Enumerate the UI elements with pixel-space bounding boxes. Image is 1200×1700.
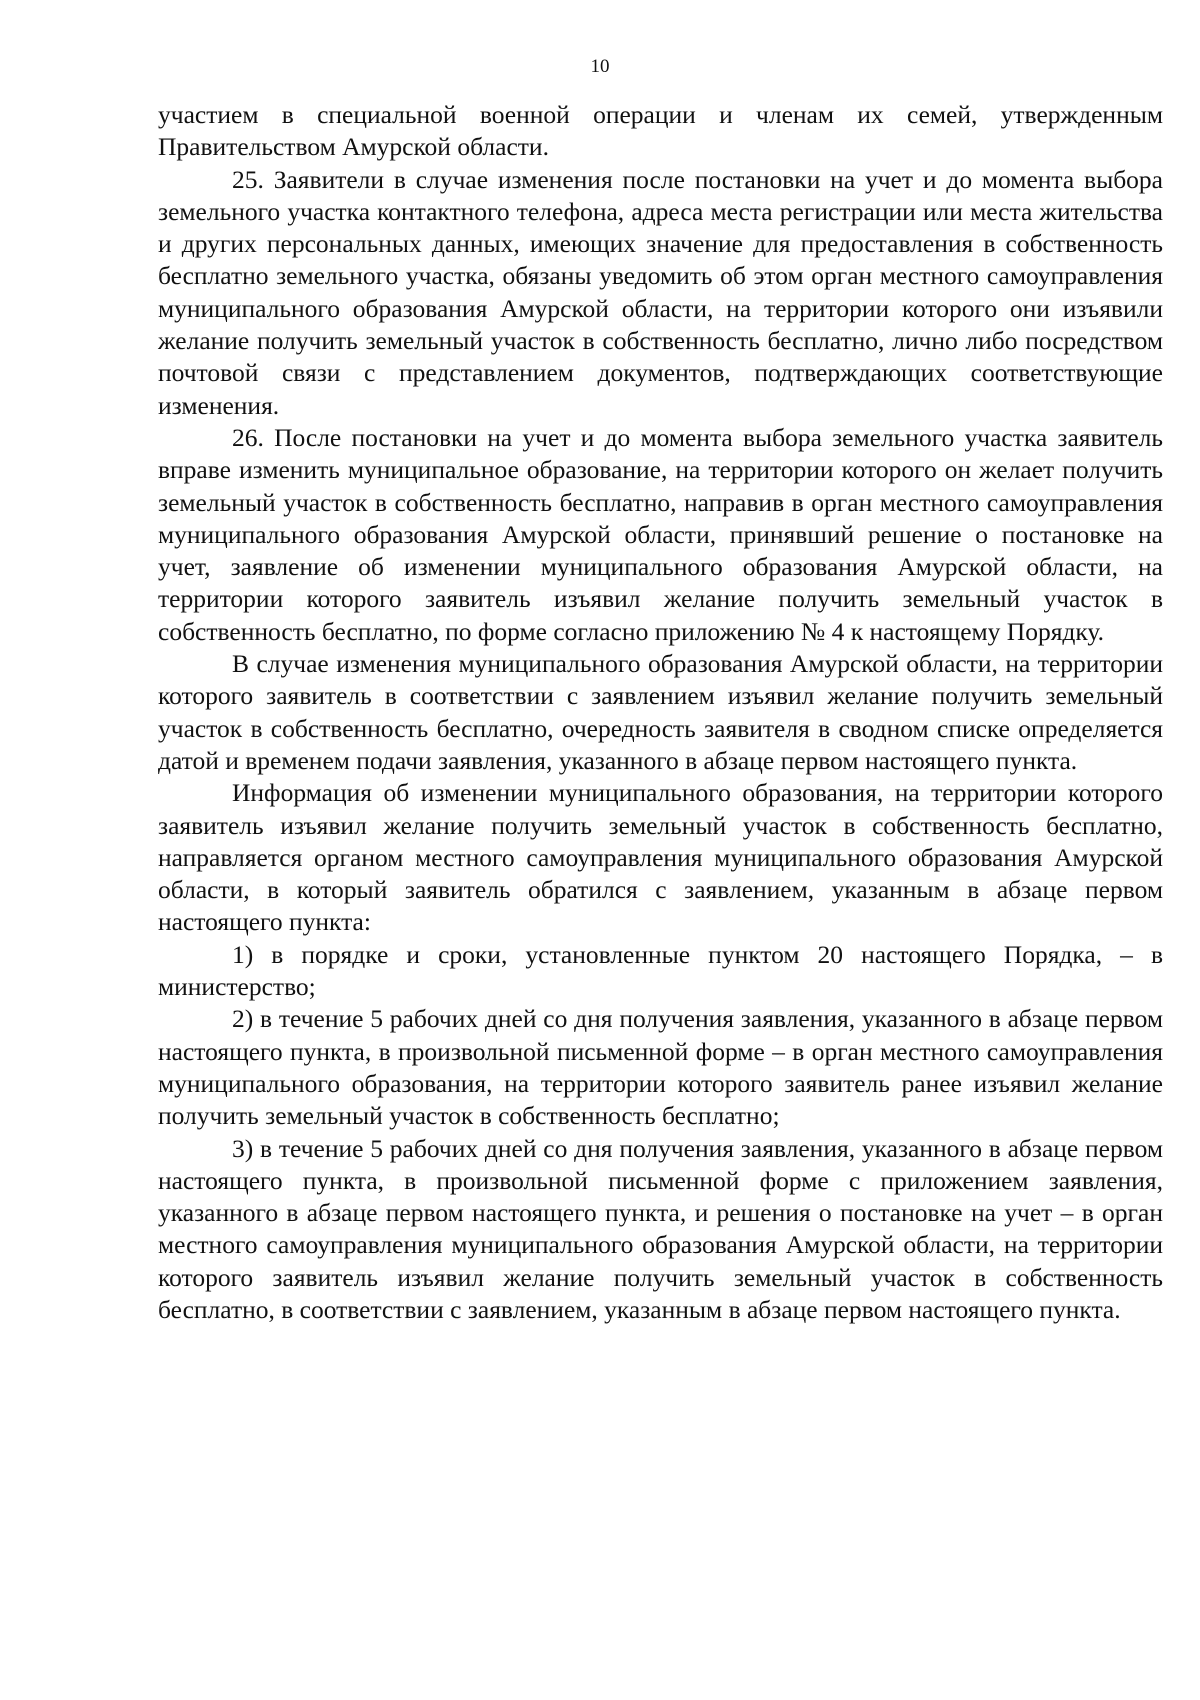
document-body bbox=[158, 99, 1163, 1326]
list-item-1: 1) в порядке и сроки, установленные пунктом 20 настоящего Порядка, – в министерство; bbox=[158, 939, 1163, 1002]
list-item-3: 3) в течение 5 рабочих дней со дня получения заявления, указанного в абзаце первом настоящего пункта, в произвольной письменной форме с приложением заявления, указанного в абзаце первом настоящего пункта, и решения о постановке на учет – в орган местного самоуправления муниципального образования Амурской области, на территории которого заявитель изъявил желание получить земельный участок в собственность бесплатно, в соответствии с заявлением, указанным в абзаце первом настоящего пункта. bbox=[158, 1133, 1163, 1324]
list-item-2: 2) в течение 5 рабочих дней со дня получения заявления, указанного в абзаце первом настоящего пункта, в произвольной письменной форме – в орган местного самоуправления муниципального образования, на территории которого заявитель ранее изъявил желание получить земельный участок в собственность бесплатно; bbox=[158, 1004, 1163, 1131]
page-number: 10 bbox=[590, 56, 610, 77]
paragraph-item-26-part-3: Информация об изменении муниципального образования, на территории которого заявитель изъявил желание получить земельный участок в собственность бесплатно, направляется органом местного самоуправления муниципального образования Амурской области, в который заявитель обратился с заявлением, указанным в абзаце первом настоящего пункта: bbox=[158, 778, 1163, 937]
paragraph-item-25: 25. Заявители в случае изменения после постановки на учет и до момента выбора земельного участка контактного телефона, адреса места регистрации или места жительства и других персональных данных, имеющих значение для предоставления в собственность бесплатно земельного участка, обязаны уведомить об этом орган местного самоуправления муниципального образования Амурской области, на территории которого они изъявили желание получить земельный участок в собственность бесплатно, лично либо посредством почтовой связи с представлением документов, подтверждающих соответствующие изменения. bbox=[158, 164, 1163, 420]
paragraph-item-26: 26. После постановки на учет и до момента выбора земельного участка заявитель вправе изменить муниципальное образование, на территории которого он желает получить земельный участок в собственность бесплатно, направив в орган местного самоуправления муниципального образования Амурской области, принявший решение о постановке на учет, заявление об изменении муниципального образования Амурской области, на территории которого заявитель изъявил желание получить земельный участок в собственность бесплатно, по форме согласно приложению № 4 к настоящему Порядку. bbox=[158, 422, 1163, 646]
paragraph-item-26-part-2: В случае изменения муниципального образования Амурской области, на территории которого заявитель в соответствии с заявлением изъявил желание получить земельный участок в собственность бесплатно, очередность заявителя в сводном списке определяется датой и временем подачи заявления, указанного в абзаце первом настоящего пункта. bbox=[158, 649, 1163, 775]
paragraph-continuation: участием в специальной военной операции и членам их семей, утвержденным Правительством Амурской области. bbox=[158, 100, 1163, 162]
